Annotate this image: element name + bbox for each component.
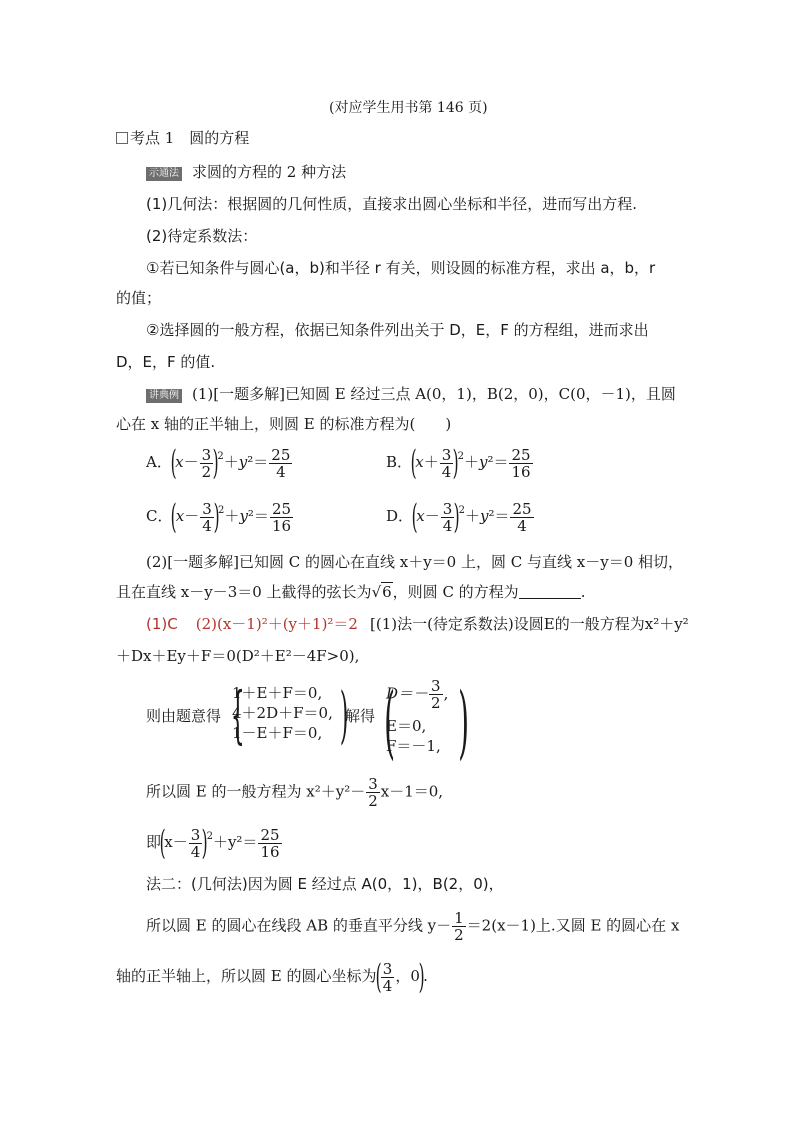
system-eq-1: 1＋E＋F＝0, [232,684,323,702]
system-brace: { [230,678,245,751]
q1-text: (1)[一题多解]已知圆 E 经过三点 A(0，1)，B(2，0)，C(0，－1)，且圆 [192,385,676,403]
option-c-label: C． [146,507,173,525]
solve-e: E＝0, [386,717,427,735]
example-q2-line1: (2)[一题多解]已知圆 C 的圆心在直线 x＋y＝0 上，圆 C 与直线 x－y＝0 相切， [146,553,684,571]
system-prefix: 则由题意得 [146,707,222,725]
center-line: 轴的正半轴上，所以圆 E 的圆心坐标为( $\frac{3}{4}$ ，0). [116,957,428,997]
bisector-line: 所以圆 E 的圆心在线段 AB 的垂直平分线 y－ $\frac{1}{2}$ ＝2(x－1)上.又圆 E 的圆心在 x [146,909,680,944]
answer-line1 [146,614,689,634]
option-b-label: B． [386,453,413,471]
option-b[interactable]: B．(x＋ $\frac{3}{4}$ )$^2$＋y²＝ $\frac{25}{16}$ [386,443,531,483]
heading-title: 考点 1 圆的方程 [130,129,250,147]
option-a-label: A． [146,453,172,471]
method2-line: 法二：(几何法)因为圆 E 经过点 A(0，1)，B(2，0)， [146,875,504,893]
answer-blank[interactable] [519,584,581,599]
method-1: (1)几何法：根据圆的几何性质，直接求出圆心坐标和半径，进而写出方程. [146,195,638,213]
method-2b-line1: ②选择圆的一般方程，依据已知条件列出关于 D，E，F 的方程组，进而求出 [146,321,649,339]
answer-2: (2)(x－1)²＋(y＋1)²＝2 [195,615,358,633]
solution-intro: [(1)法一(待定系数法)设圆E的一般方程为x²＋y² [369,615,689,633]
option-a[interactable]: A．(x－ $\frac{3}{2}$ )$^2$＋y²＝ $\frac{25}{4}$ [146,443,291,483]
solve-prefix: 解得 [345,707,376,725]
option-c[interactable]: C．(x－ $\frac{3}{4}$ )$^2$＋y²＝ $\frac{25}{16}$ [146,497,292,537]
answer-1: (1)C [146,615,178,633]
solve-f: F＝－1, [386,737,441,755]
solve-d: D＝－ $\frac{3}{2}$ , [386,677,449,712]
general-equation: 所以圆 E 的一般方程为 x²＋y²－ $\frac{3}{2}$ x－1＝0, [146,775,444,810]
system-eq-2: 4＋2D＋F＝0, [232,704,333,722]
method-badge: 示通法 [146,167,182,181]
example-q1-line2: 心在 x 轴的正半轴上，则圆 E 的标准方程为( ) [116,415,452,433]
standard-equation: 即(x－ $\frac{3}{4}$ )$^2$＋y²＝ $\frac{25}{16}$ [146,823,280,863]
example-q2-line2: 且在直线 x－y－3＝0 上截得的弦长为√6，则圆 C 的方程为 . [116,583,586,601]
option-d-label: D． [386,507,414,525]
method-2a-line1: ①若已知条件与圆心(a，b)和半径 r 有关，则设圆的标准方程，求出 a，b，r [146,259,656,277]
method-2: (2)待定系数法： [146,227,258,245]
method-title: 求圆的方程的 2 种方法 [192,163,347,181]
page-reference: (对应学生用书第 146 页) [329,100,488,116]
method-2a-line2: 的值； [116,289,162,307]
method-2b-line2: D，E，F 的值. [116,353,216,371]
example-q1-line1 [146,384,676,404]
section-heading [116,128,249,148]
solve-brace: ( [384,675,396,768]
method-title-line [146,162,346,182]
example-badge: 讲典例 [146,389,182,403]
solution-line2: ＋Dx＋Ey＋F＝0(D²＋E²－4F>0), [116,647,360,665]
system-close: ) [339,678,349,751]
system-eq-3: 1－E＋F＝0, [232,724,323,742]
topic-icon [116,132,128,144]
option-d[interactable]: D．(x－ $\frac{3}{4}$ )$^2$＋y²＝ $\frac{25}{4}$ [386,497,532,537]
solve-close: ) [458,675,470,768]
